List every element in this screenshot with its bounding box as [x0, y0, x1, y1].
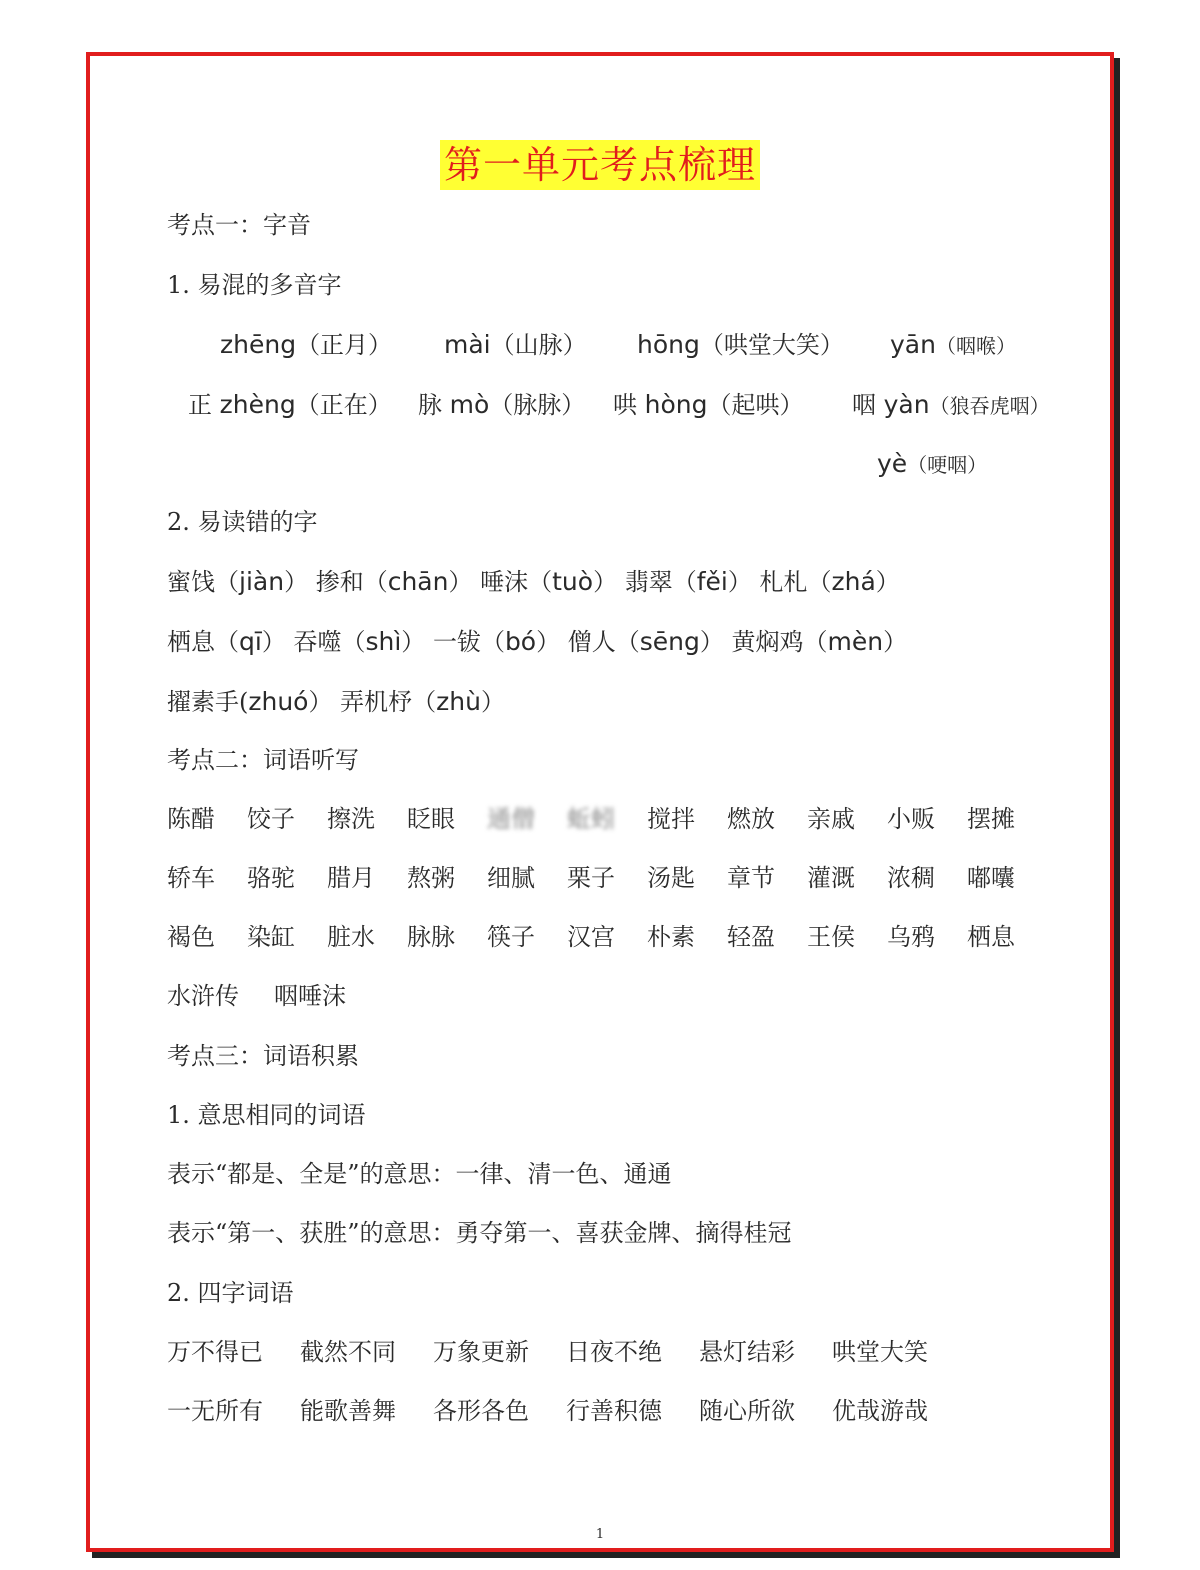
pinyin: mèn — [827, 627, 884, 656]
section2-heading: 考点二：词语听写 — [167, 746, 359, 774]
dictation-word: 汉宫 — [567, 923, 615, 951]
word: （脉脉） — [489, 391, 586, 419]
dictation-word: 脉脉 — [407, 923, 455, 951]
dictation-word: 染缸 — [247, 923, 295, 951]
pinyin: hōng — [637, 330, 700, 359]
dictation-word: 小贩 — [887, 805, 935, 833]
char: 脉 — [418, 391, 442, 419]
dictation-word: 朴素 — [647, 923, 695, 951]
word: （山脉） — [490, 331, 587, 359]
pinyin: hòng — [644, 390, 708, 419]
poly-yan-r2 — [852, 388, 1050, 423]
pinyin: zhèng — [219, 390, 296, 419]
word: （哽咽） — [907, 453, 988, 477]
dictation-word: 搅拌 — [647, 805, 695, 833]
dictation-word: 汤匙 — [647, 864, 695, 892]
idiom: 万象更新 — [433, 1338, 529, 1366]
poly-mai-r2 — [418, 388, 585, 422]
dictation-word: 擦洗 — [327, 805, 375, 833]
title-wrap — [0, 140, 1200, 190]
misread-word: 栖息 — [167, 628, 215, 656]
dictation-word: 水浒传 — [167, 982, 239, 1010]
poly-hong-r2 — [613, 388, 804, 422]
misread-word: 翡翠 — [624, 568, 673, 596]
pinyin: qī — [239, 627, 262, 656]
pinyin: mài — [444, 330, 491, 359]
idiom: 哄堂大笑 — [832, 1338, 928, 1366]
dictation-word: 栖息 — [967, 923, 1015, 951]
dictation-word: 熬粥 — [407, 864, 455, 892]
idiom: 悬灯结彩 — [699, 1338, 795, 1366]
idiom: 行善积德 — [566, 1397, 662, 1425]
dictation-word: 栗子 — [567, 864, 615, 892]
misread-word: 一钹 — [432, 628, 481, 656]
misread-row-3: 擢素手(zhuó） 弄机杼（zhù） — [167, 687, 505, 716]
poly-yan-r1 — [890, 328, 1016, 363]
dictation-word: 咽唾沫 — [274, 982, 346, 1010]
idiom: 万不得已 — [167, 1338, 263, 1366]
idiom: 一无所有 — [167, 1397, 263, 1425]
section1-sub2: 2. 易读错的字 — [167, 508, 318, 536]
dictation-word: 陈醋 — [167, 805, 215, 833]
pinyin: zhuó — [248, 687, 309, 716]
page-number: 1 — [595, 1527, 605, 1542]
idiom: 日夜不绝 — [566, 1338, 662, 1366]
dictation-word: 轿车 — [167, 864, 215, 892]
idiom: 能歌善舞 — [300, 1397, 396, 1425]
dictation-word: 燃放 — [727, 805, 775, 833]
misread-word: 札札 — [759, 568, 808, 596]
dictation-row-1 — [167, 802, 1047, 836]
section1-heading: 考点一：字音 — [167, 211, 311, 239]
dictation-word: 浓稠 — [887, 864, 935, 892]
misread-row-2: 栖息（qī） 吞噬（shì） 一钹（bó） 僧人（sēng） 黄焖鸡（mèn） — [167, 627, 908, 656]
char: 哄 — [613, 391, 637, 419]
same-meaning-1: 表示“都是、全是”的意思：一律、清一色、通通 — [167, 1160, 672, 1188]
dictation-word: 章节 — [727, 864, 775, 892]
section3-heading: 考点三：词语积累 — [167, 1042, 359, 1070]
dictation-word: 褐色 — [167, 923, 215, 951]
idiom-row-2 — [167, 1394, 965, 1428]
misread-word: 蜜饯 — [167, 568, 215, 596]
poly-zheng-r2 — [188, 388, 392, 422]
misread-word: 僧人 — [567, 628, 616, 656]
section3-sub2: 2. 四字词语 — [167, 1279, 294, 1307]
pinyin: zhēng — [220, 330, 297, 359]
poly-mai-r1 — [444, 328, 587, 362]
word: （狼吞虎咽） — [929, 394, 1050, 418]
poly-yan-r3 — [877, 447, 987, 482]
pinyin: chān — [387, 567, 449, 596]
pinyin: shì — [365, 627, 402, 656]
char: 正 — [188, 391, 212, 419]
dictation-word: 筷子 — [487, 923, 535, 951]
misread-word: 吞噬 — [293, 628, 342, 656]
misread-word: 黄焖鸡 — [731, 628, 804, 656]
dictation-word: 轻盈 — [727, 923, 775, 951]
pinyin: tuò — [552, 567, 594, 596]
pinyin: mò — [449, 390, 490, 419]
word: （正在） — [295, 391, 392, 419]
misread-word: 掺和 — [315, 568, 364, 596]
word: （正月） — [296, 331, 393, 359]
dictation-word: 饺子 — [247, 805, 295, 833]
char: 咽 — [852, 391, 876, 419]
pinyin: zhù — [436, 687, 481, 716]
misread-row-1: 蜜饯（jiàn） 掺和（chān） 唾沫（tuò） 翡翠（fěi） 札札（zhá） — [167, 567, 900, 596]
dictation-word: 脏水 — [327, 923, 375, 951]
dictation-word: 骆驼 — [247, 864, 295, 892]
idiom: 截然不同 — [300, 1338, 396, 1366]
dictation-word: 细腻 — [487, 864, 535, 892]
pinyin: yàn — [883, 390, 930, 419]
misread-word: 擢素手 — [167, 688, 239, 716]
idiom: 各形各色 — [433, 1397, 529, 1425]
section3-sub1: 1. 意思相同的词语 — [167, 1101, 366, 1129]
dictation-row-2 — [167, 861, 1047, 895]
poly-hong-r1 — [637, 328, 844, 362]
pinyin: yān — [890, 330, 936, 359]
idiom: 优哉游哉 — [832, 1397, 928, 1425]
word: （咽喉） — [935, 334, 1016, 358]
dictation-row-4 — [167, 979, 346, 1013]
dictation-word-blurred: 通僧 — [487, 805, 535, 833]
dictation-word: 灌溉 — [807, 864, 855, 892]
pinyin: jiàn — [239, 567, 285, 596]
dictation-word: 眨眼 — [407, 805, 455, 833]
pinyin: bó — [504, 627, 537, 656]
section1-sub1: 1. 易混的多音字 — [167, 271, 342, 299]
pinyin: sēng — [639, 627, 700, 656]
dictation-word: 亲戚 — [807, 805, 855, 833]
pinyin: zhá — [831, 567, 876, 596]
pinyin: fěi — [696, 567, 728, 596]
dictation-word: 摆摊 — [967, 805, 1015, 833]
page-title: 第一单元考点梳理 — [440, 140, 760, 190]
idiom-row-1 — [167, 1335, 965, 1369]
word: （起哄） — [707, 391, 804, 419]
dictation-word: 腊月 — [327, 864, 375, 892]
dictation-row-3 — [167, 920, 1047, 954]
word: （哄堂大笑） — [699, 331, 844, 359]
misread-word: 弄机杼 — [340, 688, 413, 716]
pinyin: yè — [877, 449, 908, 478]
same-meaning-2: 表示“第一、获胜”的意思：勇夺第一、喜获金牌、摘得桂冠 — [167, 1219, 792, 1247]
dictation-word: 乌鸦 — [887, 923, 935, 951]
misread-word: 唾沫 — [480, 568, 529, 596]
idiom: 随心所欲 — [699, 1397, 795, 1425]
dictation-word-blurred: 蚯蚓 — [567, 805, 615, 833]
dictation-word: 嘟囔 — [967, 864, 1015, 892]
dictation-word: 王侯 — [807, 923, 855, 951]
poly-zheng-r1 — [220, 328, 392, 362]
